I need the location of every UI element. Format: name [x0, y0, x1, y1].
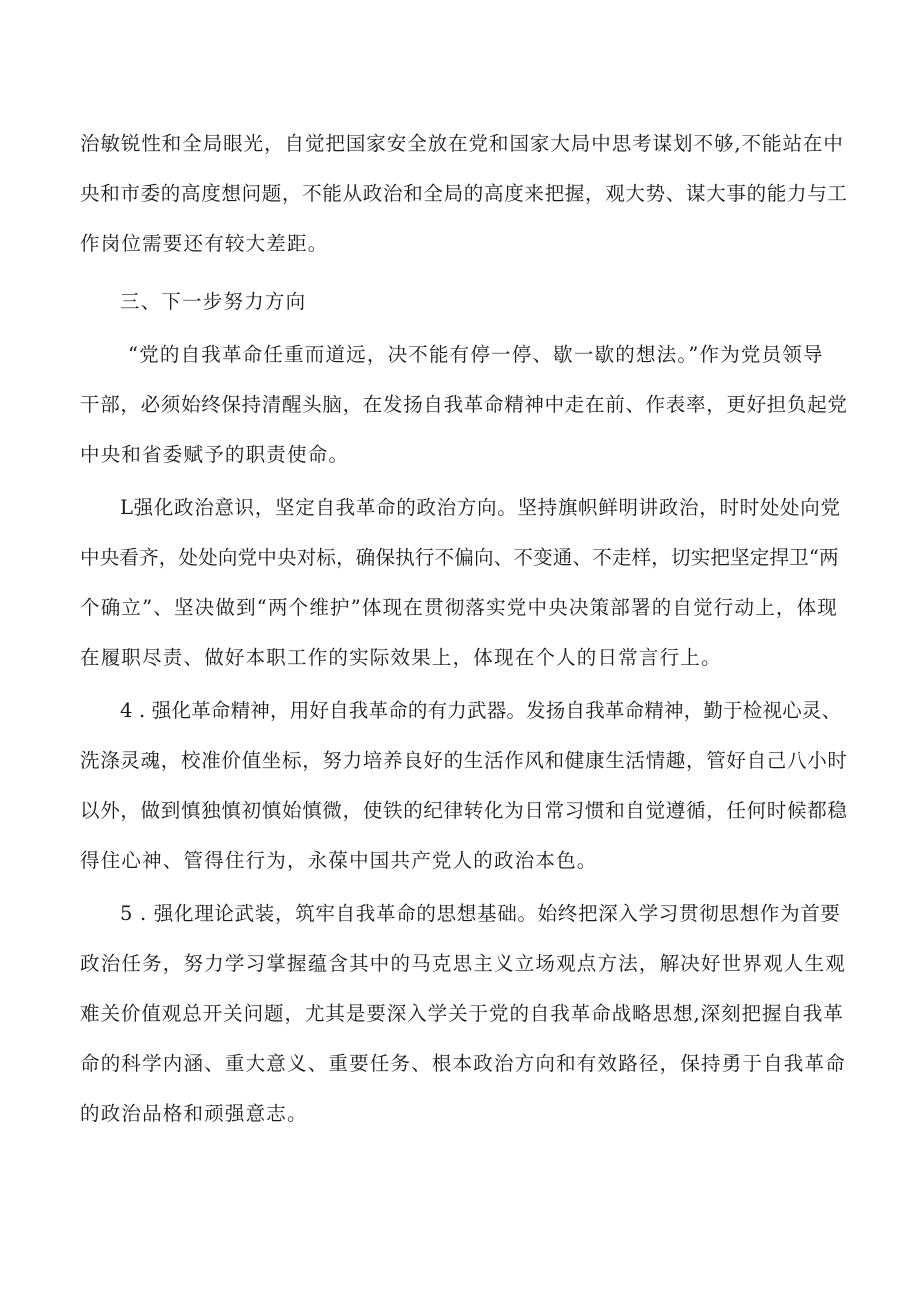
paragraph-line: 个确立”、坚决做到“两个维护”体现在贯彻落实党中央决策部署的自觉行动上，体现	[80, 596, 839, 619]
paragraph-line: 中央和省委赋予的职责使命。	[80, 443, 350, 466]
paragraph-line: 得住心神、管得住行为，永葆中国共产党人的政治本色。	[80, 849, 598, 872]
paragraph-line: 央和市委的高度想问题，不能从政治和全局的高度来把握，观大势、谋大事的能力与工	[80, 182, 848, 205]
numbered-item-5: 5 . 强化理论武装，筑牢自我革命的思想基础。始终把深入学习贯彻思想作为首要	[120, 902, 841, 925]
paragraph-line: 以外，做到慎独慎初慎始慎微，使铁的纪律转化为日常习惯和自觉遵循，任何时候都稳	[80, 799, 848, 822]
paragraph-line: 在履职尽责、做好本职工作的实际效果上，体现在个人的日常言行上。	[80, 646, 722, 669]
paragraph-line: 治敏锐性和全局眼光，自觉把国家安全放在党和国家大局中思考谋划不够,不能站在中	[80, 132, 844, 155]
paragraph-line: 命的科学内涵、重大意义、重要任务、根本政治方向和有效路径，保持勇于自我革命	[80, 1052, 846, 1075]
paragraph-line: 中央看齐，处处向党中央对标，确保执行不偏向、不变通、不走样，切实把坚定捍卫“两	[80, 546, 839, 569]
numbered-item-1: L强化政治意识，坚定自我革命的政治方向。坚持旗帜鲜明讲政治，时时处处向党	[120, 496, 841, 519]
paragraph-line: 的政治品格和顽强意志。	[80, 1102, 308, 1125]
paragraph-line: 作岗位需要还有较大差距。	[80, 232, 329, 255]
paragraph-line: 洗涤灵魂，校准价值坐标，努力培养良好的生活作风和健康生活情趣，管好自己八小时	[80, 749, 848, 772]
paragraph-line: 难关价值观总开关问题，尤其是要深入学关于党的自我革命战略思想,深刻把握自我革	[80, 1002, 844, 1025]
paragraph-line: 干部，必须始终保持清醒头脑，在发扬自我革命精神中走在前、作表率，更好担负起党	[80, 393, 848, 416]
section-heading: 三、下一步努力方向	[120, 290, 307, 313]
numbered-item-4: 4 . 强化革命精神，用好自我革命的有力武器。发扬自我革命精神，勤于检视心灵、	[120, 699, 842, 722]
paragraph-line: “党的自我革命任重而道远，决不能有停一停、歇一歇的想法。”作为党员领导	[128, 343, 824, 366]
paragraph-line: 政治任务，努力学习掌握蕴含其中的马克思主义立场观点方法，解决好世界观人生观	[80, 952, 846, 975]
